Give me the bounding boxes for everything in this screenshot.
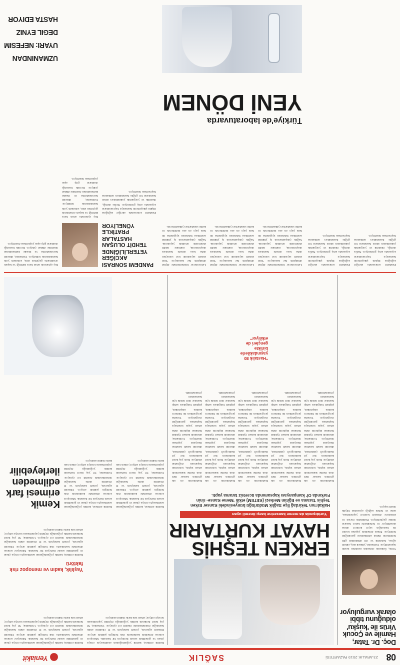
- section-label: SAĞLIK: [187, 653, 224, 662]
- middle-body-col-3: Kadınlarda en sık görülen kanser türü olan meme kanserinde erken teşhis, tedavinin başarısını doğrudan etkiliyor. Kırk yaş üzeri kadınların her yıl mamografi çektirmesi, düzenli kendi kendine muayene yapması öneriliyor. Uzmanlar, ailesinde kanser öyküsü bulunan kişilerin daha erken yaşta taramaya başlaması gerektiğini vurguluyor. Tarama programları ile binlerce kadına ulaşılırken, şüpheli bulgulara sahip hastalar ileri tetkik için hastanelere yönlendirildi.: [238, 390, 268, 483]
- lab-body-col-1: Laboratuvar hizmetlerinde dijital dönüşüm hız kazanıyor. Yeni sistem sayesinde test sonuçları daha kısa sürede hastalara ulaştırılacak, numune takibi elektronik ortamda yapılacak. Sağlık çalışanlarının iş yükünü azaltması beklenen uygulama ile hata payı en aza indirilecek ve kalite standartları yükseltilecek.: [258, 225, 302, 267]
- expert-head-shape: [72, 243, 88, 261]
- headline-banner: [180, 511, 330, 518]
- expert-headline-1: UZMANINDAN: [12, 54, 58, 61]
- right-headline: Kemik erimesi fark edilmeden ilerleyebilir: [6, 465, 60, 509]
- right-body-col-2: Kemik erimesi, kemik yoğunluğunun azalmasıyla ortaya çıkan ve genellikle sessiz ilerleyen bir hastalık. Menopoz sonrası dönemde kadınlarda risk belirgin şekilde artıyor. Düzenli egzersiz, yeterli kalsiyum ve D vitamini alımı hastalığın önlenmesinde önemli rol oynuyor. Uzmanlar, 50 yaş üzeri herkesin kemik yoğunluğu ölçümü yaptırmasını tavsiye ediyor; erken tanı kırık riskini azaltıyor.: [4, 615, 83, 645]
- author-photo: [342, 555, 396, 595]
- lab-headline-line2: YENİ DÖNEM: [162, 90, 302, 115]
- middle-body-col-4: Kadınlarda en sık görülen kanser türü olan meme kanserinde erken teşhis, tedavinin başarısını doğrudan etkiliyor. Kırk yaş üzeri kadınların her yıl mamografi çektirmesi, düzenli kendi kendine muayene yapması öneriliyor. Uzmanlar, ailesinde kanser öyküsü bulunan kişilerin daha erken yaşta taramaya başlaması gerektiğini vurguluyor. Tarama programları ile binlerce kadına ulaşılırken, şüpheli bulgulara sahip hastalar ileri tetkik için hastanelere yönlendirildi.: [205, 390, 235, 483]
- banner-text: Yurtdışında da meme kanserine karşı önemli uyarı: [231, 512, 327, 517]
- header-underline: [0, 649, 400, 651]
- patient-shape: [260, 565, 320, 625]
- left-body-text: Virüs, farkında olmadan nesilden nesile taşınabiliyor. Uzmanlar, yüksek ateş, eklem ağrısı, halsizlik ve cilt döküntüsü gibi belirtilerin ihmal edilmemesi gerektiğini belirtiyor. Erken dönemde yapılan testler ile hastalığın seyri kontrol altına alınabiliyor ve bebeklerde kalıcı hasarın önüne geçilebiliyor. Hamilelik öncesi ve süresince düzenli kontrol yaptırılması, anne ve bebek sağlığı açısından büyük önem taşıyor.: [342, 504, 396, 551]
- middle-column-rule: [167, 275, 168, 645]
- bone-illustration: [4, 277, 112, 375]
- middle-body-col-1: Kadınlarda en sık görülen kanser türü olan meme kanserinde erken teşhis, tedavinin başarısını doğrudan etkiliyor. Kırk yaş üzeri kadınların her yıl mamografi çektirmesi, düzenli kendi kendine muayene yapması öneriliyor. Uzmanlar, ailesinde kanser öyküsü bulunan kişilerin daha erken yaşta taramaya başlaması gerektiğini vurguluyor. Tarama programları ile binlerce kadına ulaşılırken, şüpheli bulgulara sahip hastalar ileri tetkik için hastanelere yönlendirildi.: [304, 390, 334, 483]
- right-body-col-3: Kemik erimesi, kemik yoğunluğunun azalmasıyla ortaya çıkan ve genellikle sessiz ilerleyen bir hastalık. Menopoz sonrası dönemde kadınlarda risk belirgin şekilde artıyor. Düzenli egzersiz, yeterli kalsiyum ve D vitamini alımı hastalığın önlenmesinde önemli rol oynuyor. Uzmanlar, 50 yaş üzeri herkesin kemik yoğunluğu ölçümü yaptırmasını tavsiye ediyor; erken tanı kırık riskini azaltıyor.: [4, 527, 83, 557]
- lab-tube-shape: [268, 13, 280, 63]
- author-head-shape: [360, 569, 378, 589]
- lab-body-col-3: Laboratuvar hizmetlerinde dijital dönüşüm hız kazanıyor. Yeni sistem sayesinde test sonuçları daha kısa sürede hastalara ulaştırılacak, numune takibi elektronik ortamda yapılacak. Sağlık çalışanlarının iş yükünü azaltması beklenen uygulama ile hata payı en aza indirilecek ve kalite standartları yükseltilecek.: [162, 225, 206, 267]
- main-headline-1: ERKEN TEŞHİS: [191, 537, 330, 558]
- lab-headline-block: [162, 77, 302, 125]
- left-column-rule: [337, 275, 338, 645]
- pandemic-body-col-3: Pandemi sonrasında akciğer sağlığına ilişkin şikayetlerle hastaneye başvuranların sayısında artış gözleniyor. Nefes darlığı, öksürük ve yorgunluk yakınmaları süren hastaların bir göğüs hastalıkları uzmanına başvurması öneriliyor.: [102, 189, 156, 215]
- brand-logo: [4, 652, 58, 663]
- bone-shape-icon: [32, 295, 84, 357]
- headline-deck: Halkalı'nın Tekirdağ İlçe Sağlık Müdürlüğü bünyesindeki Kanser Erken Teşhis Tarama ve Eğitim Merkezi (KETEM) etkili 'Meme Kanse- rinin Farkında Ol' kampanyası kapsamında ücretsiz tarama yaptı.: [190, 493, 330, 508]
- expert-headline-2: UYARI: NEFESİM: [4, 41, 58, 48]
- logo-mark-icon: [50, 654, 58, 662]
- right-body-col-1: Kemik erimesi, kemik yoğunluğunun azalmasıyla ortaya çıkan ve genellikle sessiz ilerleyen bir hastalık. Menopoz sonrası dönemde kadınlarda risk belirgin şekilde artıyor. Düzenli egzersiz, yeterli kalsiyum ve D vitamini alımı hastalığın önlenmesinde önemli rol oynuyor. Uzmanlar, 50 yaş üzeri herkesin kemik yoğunluğu ölçümü yaptırmasını tavsiye ediyor; erken tanı kırık riskini azaltıyor.: [87, 615, 164, 645]
- lab-body-col-2: Laboratuvar hizmetlerinde dijital dönüşüm hız kazanıyor. Yeni sistem sayesinde test sonuçları daha kısa sürede hastalara ulaştırılacak, numune takibi elektronik ortamda yapılacak. Sağlık çalışanlarının iş yükünü azaltması beklenen uygulama ile hata payı en aza indirilecek ve kalite standartları yükseltilecek.: [210, 225, 254, 267]
- middle-body-col-2: Kadınlarda en sık görülen kanser türü olan meme kanserinde erken teşhis, tedavinin başarısını doğrudan etkiliyor. Kırk yaş üzeri kadınların her yıl mamografi çektirmesi, düzenli kendi kendine muayene yapması öneriliyor. Uzmanlar, ailesinde kanser öyküsü bulunan kişilerin daha erken yaşta taramaya başlaması gerektiğini vurguluyor. Tarama programları ile binlerce kadına ulaşılırken, şüpheli bulgulara sahip hastalar ileri tetkik için hastanelere yönlendirildi.: [271, 390, 301, 483]
- expert-body-col-1: Kış aylarında artan hava kirliliği ve kapalı ortamlarda geçirilen süre, solunum yolu hastalıklarını tetikliyor. Uzmanlar, düzenli havalandırma ve maske kullanımının önemine dikkat çekiyor. Kronik hastalığı olanların grip aşısı yaptırması öneriliyor.: [62, 177, 98, 219]
- hero-photo: [174, 559, 334, 645]
- expert-body-col-2: Kış aylarında artan hava kirliliği ve kapalı ortamlarda geçirilen süre, solunum yolu hastalıklarını tetikliyor. Uzmanlar, düzenli havalandırma ve maske kullanımının önemine dikkat çekiyor. Kronik hastalığı olanların grip aşısı yaptırması öneriliyor.: [4, 241, 58, 267]
- pandemic-body-col-1: Pandemi sonrasında akciğer sağlığına ilişkin şikayetlerle hastaneye başvuranların sayısında artış gözleniyor. Nefes darlığı, öksürük ve yorgunluk yakınmaları süren hastaların bir göğüs hastalıkları uzmanına başvurması öneriliyor.: [354, 233, 396, 267]
- pullquote: "Hastalık 80 yaşındakilerle birlikte gençleri de etkiliyor": [240, 336, 268, 361]
- right-body-col-5: Kemik erimesi, kemik yoğunluğunun azalmasıyla ortaya çıkan ve genellikle sessiz ilerleyen bir hastalık. Menopoz sonrası dönemde kadınlarda risk belirgin şekilde artıyor. Düzenli egzersiz, yeterli kalsiyum ve D vitamini alımı hastalığın önlenmesinde önemli rol oynuyor. Uzmanlar, 50 yaş üzeri herkesin kemik yoğunluğu ölçümü yaptırmasını tavsiye ediyor; erken tanı kırık riskini azaltıyor.: [64, 458, 112, 509]
- lab-worker-shape: [182, 7, 232, 67]
- lab-headline-line1: Türkiye'de laboratuvarda: [207, 116, 302, 125]
- expert-photo: [62, 223, 98, 267]
- pandemic-body-col-2: Pandemi sonrasında akciğer sağlığına ilişkin şikayetlerle hastaneye başvuranların sayısında artış gözleniyor. Nefes darlığı, öksürük ve yorgunluk yakınmaları süren hastaların bir göğüs hastalıkları uzmanına başvurması öneriliyor.: [308, 233, 350, 267]
- expert-headline-3: DEĞİL EYNİZ: [16, 28, 58, 35]
- left-headline: Doç. Dr. Tatar, Hamile ve Çocuk Virüs ile 'kuşku' olduğunu tıbbi olarak vurguluyor: [340, 608, 396, 645]
- section-divider: [4, 272, 396, 273]
- brand-name: Yeniakit: [23, 654, 48, 661]
- right-subhead: Yaşlılık, kadın ve menopoz risk faktörü: [9, 560, 83, 572]
- right-body-col-4: Kemik erimesi, kemik yoğunluğunun azalmasıyla ortaya çıkan ve genellikle sessiz ilerleyen bir hastalık. Menopoz sonrası dönemde kadınlarda risk belirgin şekilde artıyor. Düzenli egzersiz, yeterli kalsiyum ve D vitamini alımı hastalığın önlenmesinde önemli rol oynuyor. Uzmanlar, 50 yaş üzeri herkesin kemik yoğunluğu ölçümü yaptırmasını tavsiye ediyor; erken tanı kırık riskini azaltıyor.: [116, 458, 164, 509]
- machine-arm-shape: [202, 565, 242, 639]
- middle-body-col-5: Kadınlarda en sık görülen kanser türü olan meme kanserinde erken teşhis, tedavinin başarısını doğrudan etkiliyor. Kırk yaş üzeri kadınların her yıl mamografi çektirmesi, düzenli kendi kendine muayene yapması öneriliyor. Uzmanlar, ailesinde kanser öyküsü bulunan kişilerin daha erken yaşta taramaya başlaması gerektiğini vurguluyor. Tarama programları ile binlerce kadına ulaşılırken, şüpheli bulgulara sahip hastalar ileri tetkik için hastanelere yönlendirildi.: [172, 390, 202, 483]
- issue-date: 23 ARALIK 2019 PAZARTESİ: [325, 655, 378, 660]
- pandemic-headline: PANDEMİ SONRASI AKCİĞER YETERLİLİĞİNDE TEHDİT OLUŞAN HASTALAR PRATİKLE YÖNELİYOR: [102, 222, 154, 267]
- main-headline-2: HAYAT KURTARIR: [169, 519, 330, 540]
- lab-photo: [162, 5, 302, 73]
- expert-headline-4: HASTA EDİYOR: [8, 15, 58, 22]
- page-number: 08: [386, 652, 396, 662]
